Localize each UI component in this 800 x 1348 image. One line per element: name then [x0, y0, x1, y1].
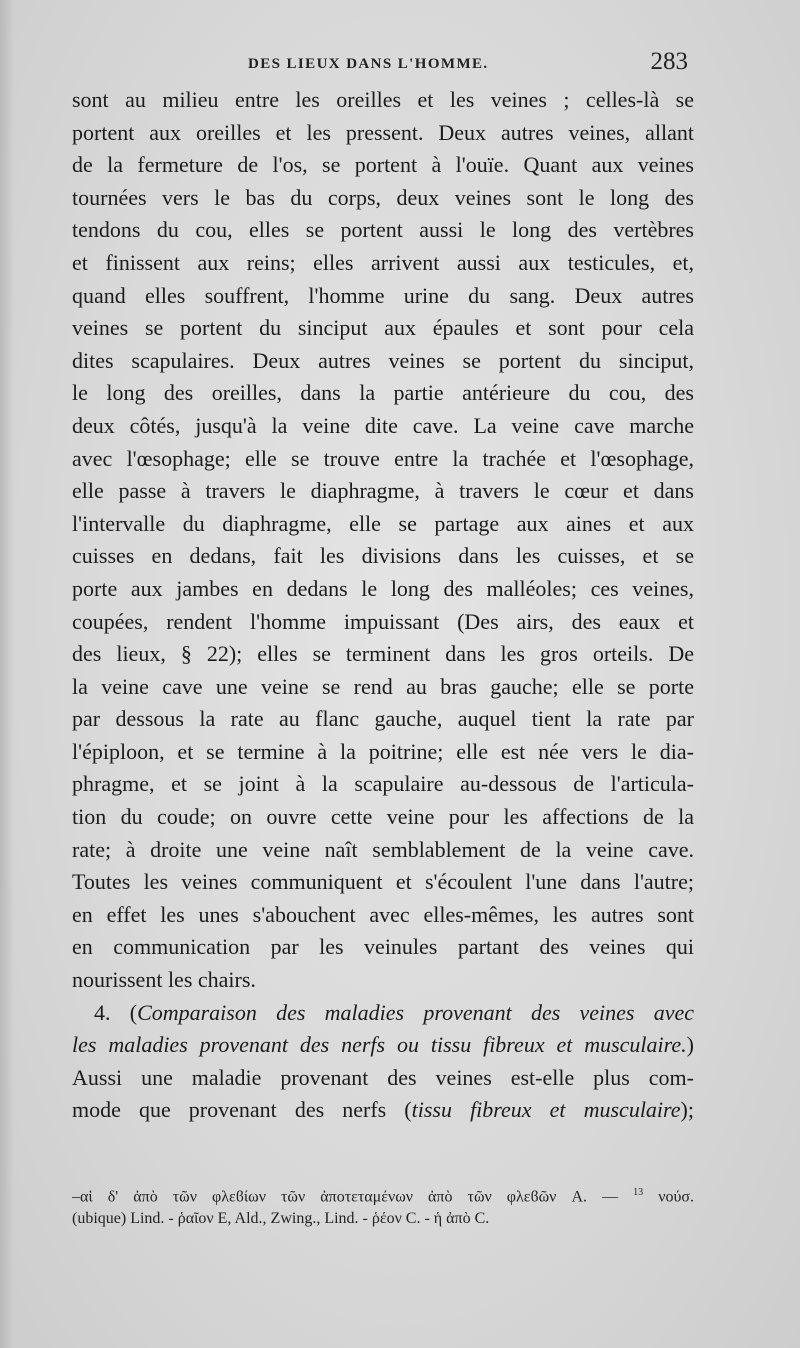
text-line: rate; à droite une veine naît semblablement de la veine cave.: [72, 836, 694, 862]
footnotes: [72, 1180, 694, 1232]
section-number: 4. (: [94, 999, 138, 1025]
text-line: quand elles souffrent, l'homme urine du sang. Deux autres: [72, 282, 694, 308]
text-line: le long des oreilles, dans la partie antérieure du cou, des: [72, 380, 694, 406]
text-line: des lieux, § 22); elles se terminent dans les gros orteils. De: [72, 641, 694, 667]
text-line: la veine cave une veine se rend au bras gauche; elle se porte: [72, 673, 694, 699]
text-line: deux côtés, jusqu'à la veine dite cave. La veine cave marche: [72, 412, 694, 438]
section-heading-line: [72, 997, 694, 1030]
text-line: dites scapulaires. Deux autres veines se portent du sinciput,: [72, 347, 694, 373]
text-line: de la fermeture de l'os, se portent à l'ouïe. Quant aux veines: [72, 152, 694, 178]
text-fragment: );: [680, 1097, 694, 1123]
text-fragment: mode que provenant des nerfs (: [72, 1097, 412, 1123]
section-heading-line: [72, 1029, 694, 1062]
section-title: les maladies provenant des nerfs ou tissu fibreux et musculaire.: [72, 1032, 687, 1058]
text-line: sont au milieu entre les oreilles et les veines ; celles-là se: [72, 87, 694, 112]
italic-fragment: tissu fibreux et musculaire: [411, 1097, 681, 1123]
text-line: l'épiploon, et se termine à la poitrine; elle est née vers le dia-: [72, 738, 694, 764]
text-line: cuisses en dedans, fait les divisions dans les cuisses, et se: [72, 543, 694, 569]
section-title: Comparaison des maladies provenant des veines avec: [137, 999, 694, 1025]
footnote-line: [72, 1180, 694, 1206]
text-line: porte aux jambes en dedans le long des malléoles; ces veines,: [72, 575, 694, 601]
text-line: tion du coude; on ouvre cette veine pour les affections de la: [72, 804, 694, 830]
text-line: l'intervalle du diaphragme, elle se partage aux aines et aux: [72, 510, 694, 536]
text-line: coupées, rendent l'homme impuissant (Des airs, des eaux et: [72, 608, 694, 634]
text-line: avec l'œsophage; elle se trouve entre la trachée et l'œsophage,: [72, 445, 694, 471]
text-line: nourissent les chairs.: [72, 967, 256, 993]
text-line: Aussi une maladie provenant des veines est-elle plus com-: [72, 1064, 694, 1090]
text-line: portent aux oreilles et les pressent. Deux autres veines, allant: [72, 119, 694, 145]
page-number: 283: [650, 48, 688, 75]
footnote-text: νούσ.: [643, 1188, 694, 1206]
text-line: tournées vers le bas du corps, deux veines sont le long des: [72, 184, 694, 210]
section-close: ): [686, 1032, 694, 1058]
text-line: en communication par les veinules partant des veines qui: [72, 934, 694, 960]
footnote-marker: 13: [633, 1187, 644, 1198]
text-line: phragme, et se joint à la scapulaire au-dessous de l'articula-: [72, 771, 694, 797]
text-line: Toutes les veines communiquent et s'écoulent l'une dans l'autre;: [72, 869, 694, 895]
text-line: et finissent aux reins; elles arrivent aussi aux testicules, et,: [72, 249, 694, 275]
page-header: [72, 48, 694, 80]
running-head: DES LIEUX DANS L'HOMME.: [248, 56, 489, 72]
text-line: en effet les unes s'abouchent avec elles-mêmes, les autres sont: [72, 901, 694, 927]
body-text: [72, 84, 694, 1127]
footnote-line: (ubique) Lind. - ῥαῖον E, Ald., Zwing., Lind. - ῥέον C. - ἡ ἀπὸ C.: [72, 1210, 490, 1227]
text-line: [72, 1094, 694, 1127]
footnote-text: –αἱ δ' ἀπὸ τῶν φλεϐίων τῶν ἀποτεταμένων ἀπὸ τῶν φλεϐῶν A. —: [72, 1188, 634, 1206]
text-line: tendons du cou, elles se portent aussi le long des vertèbres: [72, 217, 694, 243]
text-line: par dessous la rate au flanc gauche, auquel tient la rate par: [72, 706, 694, 732]
text-line: veines se portent du sinciput aux épaules et sont pour cela: [72, 315, 694, 341]
text-line: elle passe à travers le diaphragme, à travers le cœur et dans: [72, 478, 694, 504]
